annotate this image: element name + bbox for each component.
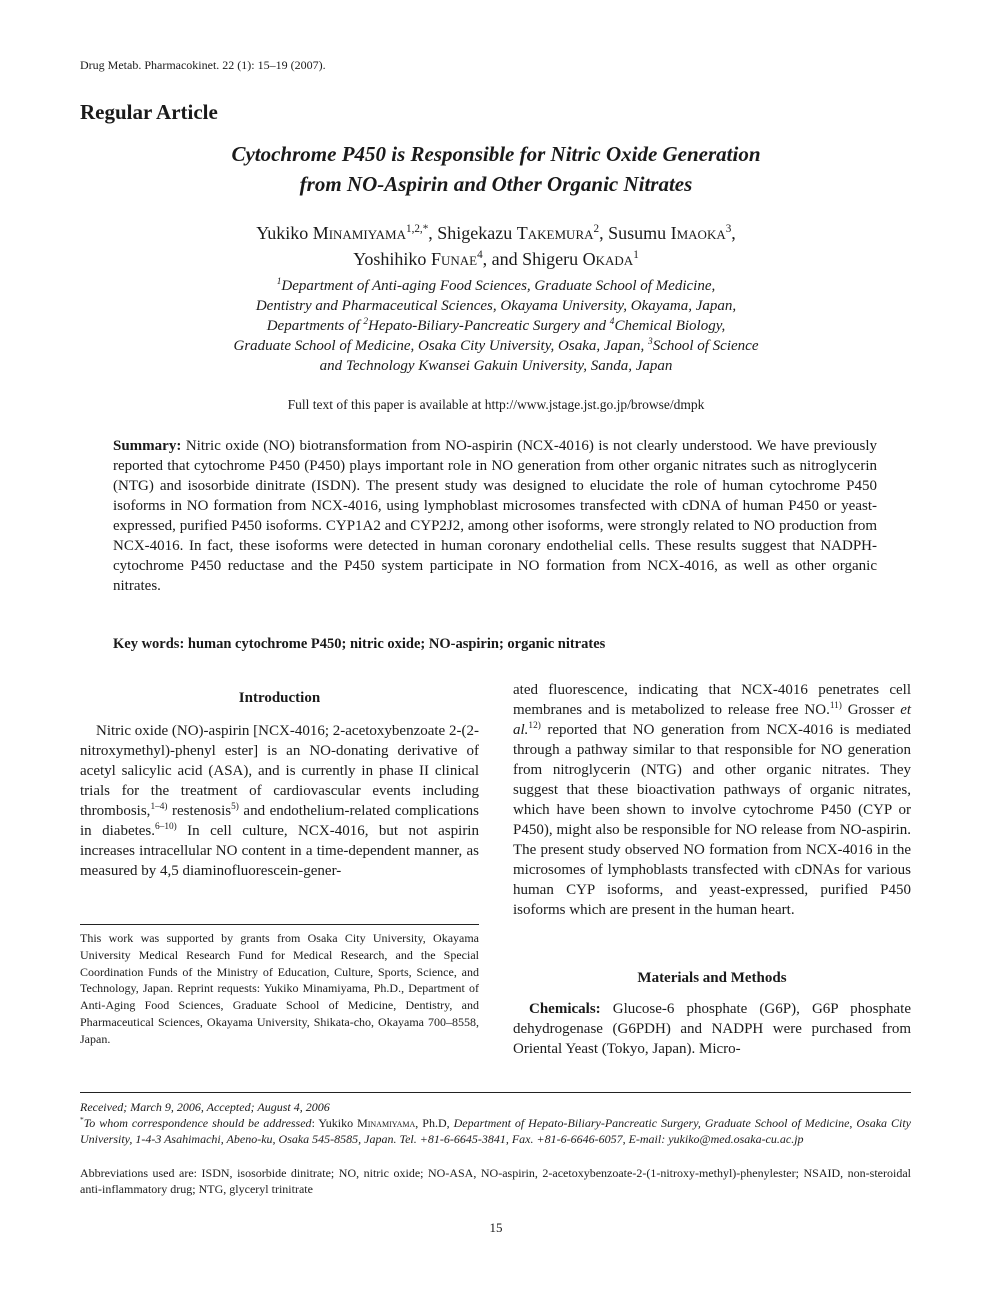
footnote-divider (80, 924, 479, 925)
affiliation-line (100, 316, 892, 336)
citation: 6–10) (155, 822, 177, 832)
et-al: et al. (513, 702, 912, 738)
body-text: In cell culture, NCX-4016, but not aspirin increases intracellular NO content in a time-dependent manner, as measured by 4,5 diaminofluorescein-gener- (80, 823, 479, 879)
author-separator: , and (482, 249, 523, 269)
author-family: Funae (430, 249, 478, 269)
body-text: ated fluorescence, indicating that NCX-4016 penetrates cell membranes and is metabolized to release free NO. (513, 682, 911, 718)
affiliations (100, 276, 892, 376)
affiliation-line: and Technology Kwansei Gakuin University, Sanda, Japan (319, 358, 673, 374)
author-affil-mark: 2 (593, 223, 600, 235)
introduction-continued (513, 680, 911, 920)
citation: 5) (231, 802, 239, 812)
author-line-2 (100, 246, 892, 272)
body-text: reported that NO generation from NCX-4016 is mediated through a pathway similar to that responsible for NO generation from nitroglycerin (NTG) and other organic nitrates. They suggest that these bioactivation pathways of organic nitrates, which have been shown to involve cytochrome P450 (CYP or P450), might also be responsible for NO release from NO-aspirin. The present study observed NO formation from NCX-4016 in the microsomes of lymphoblasts transfected with cDNAs for various human CYP isoforms, and yeast-expressed, purified P450 isoforms which are present in the human heart. (513, 722, 911, 918)
corr-text: : Yukiko (311, 1116, 358, 1130)
author-separator: , (599, 223, 609, 243)
author-affil-mark: 4 (477, 249, 483, 261)
summary-text: Nitric oxide (NO) biotransformation from NO-aspirin (NCX-4016) is not clearly understood. We have previously reported that cytochrome P450 (P450) plays important role in NO generation from other organic nitrates such as nitroglycerin (NTG) and isosorbide dinitrate (ISDN). The present study was designed to elucidate the role of human cytochrome P450 isoforms in NO formation from NCX-4016, using lymphoblast microsomes transfected with cDNA of human P450 or yeast-expressed, purified P450 isoforms. CYP1A2 and CYP2J2, among other isoforms, were strongly related to NO production from NCX-4016. In fact, these isoforms were detected in human coronary endothelial cells. These results suggest that NADPH-cytochrome P450 reductase and the P450 system participate in NO formation from NCX-4016, as well as other organic nitrates. (113, 438, 878, 594)
body-text: Nitric oxide (NO)-aspirin [NCX-4016; 2-acetoxybenzoate 2-(2-nitroxymethyl)-phenyl ester] is an NO-donating derivative of acetyl salicylic acid (ASA), and is currently in phase II clinical trials for the treatment of cardiovascular events including thrombosis, (80, 723, 479, 819)
affil-text: Graduate School of Medicine, Osaka City University, Osaka, Japan, (233, 338, 649, 354)
corr-family: Minamiyama (357, 1116, 416, 1130)
summary-abstract (113, 436, 877, 596)
footer-divider (80, 1092, 911, 1093)
author-line-1 (100, 220, 892, 246)
author-given: Shigekazu (437, 223, 513, 243)
journal-reference: Drug Metab. Pharmacokinet. 22 (1): 15–19 (2007). (80, 58, 326, 72)
author-separator: , (428, 223, 438, 243)
author-given: Susumu (608, 223, 667, 243)
correspondence (80, 1115, 911, 1148)
author-family: Okada (582, 249, 634, 269)
affil-mark: 4 (609, 317, 615, 327)
full-text-availability: Full text of this paper is available at http://www.jstage.jst.go.jp/browse/dmpk (287, 397, 705, 412)
chemicals-paragraph (513, 999, 911, 1059)
body-text: restenosis (167, 803, 232, 819)
corr-address: Department of Hepato-Biliary-Pancreatic Surgery, Graduate School of Medicine, Osaka City University, 1-4-3 Asahimachi, Abeno-ku, Osaka 545-8585, Japan. Tel. +81-6-6645-3841, Fax. +81-6-6646-6057, E-mail: yukiko@med.osaka-cu.ac.jp (80, 1116, 911, 1147)
affiliation-line: Dentistry and Pharmaceutical Sciences, Okayama University, Okayama, Japan, (255, 298, 737, 314)
author-family: Minamiyama (312, 223, 406, 243)
body-text: and endothelium-related complications in diabetes. (80, 803, 479, 839)
affiliation-line (100, 276, 892, 296)
author-given: Yukiko (256, 223, 309, 243)
affil-text: Chemical Biology, (614, 318, 726, 334)
introduction-heading: Introduction (238, 690, 321, 706)
keywords: Key words: human cytochrome P450; nitric oxide; NO-aspirin; organic nitrates (113, 636, 606, 652)
author-given: Yoshihiko (353, 249, 427, 269)
author-family: Takemura (516, 223, 594, 243)
affil-mark: 2 (363, 317, 369, 327)
abbreviations: Abbreviations used are: ISDN, isosorbide dinitrate; NO, nitric oxide; NO-ASA, NO-aspirin, 2-acetoxybenzoate-2-(1-nitroxy-methyl)-phenylester; NSAID, non-steroidal anti-inflammatory drug; NTG, glyceryl trinitrate (80, 1166, 911, 1197)
body-text: Grosser (841, 702, 901, 718)
corresponding-mark: * (422, 223, 429, 235)
author-family: Imaoka (670, 223, 726, 243)
affil-mark: 3 (648, 337, 653, 347)
methods-heading: Materials and Methods (637, 970, 787, 986)
citation: 11) (829, 701, 842, 711)
author-separator: , (731, 223, 736, 243)
introduction-paragraph (80, 721, 479, 881)
author-affil-mark: 3 (725, 223, 732, 235)
article-title-line1: Cytochrome P450 is Responsible for Nitric Oxide Generation (231, 142, 761, 166)
article-type: Regular Article (80, 100, 218, 124)
body-text: Glucose-6 phosphate (G6P), G6P phosphate dehydrogenase (G6PDH) and NADPH were purchased from Oriental Yeast (Tokyo, Japan). Micro- (513, 1001, 911, 1057)
affiliation-line (100, 336, 892, 356)
author-affil-mark: 1,2, (405, 223, 423, 235)
received-dates: Received; March 9, 2006, Accepted; August 4, 2006 (80, 1100, 330, 1114)
citation: 12) (528, 721, 541, 731)
affil-text: School of Science (652, 338, 759, 354)
corresponding-mark: * (80, 1115, 84, 1124)
affil-mark: 1 (276, 277, 282, 287)
author-given: Shigeru (522, 249, 579, 269)
chemicals-label: Chemicals: (529, 1001, 601, 1017)
page-number: 15 (489, 1220, 503, 1235)
affil-text: Departments of (266, 318, 364, 334)
corr-label: To whom correspondence should be addressed (83, 1116, 312, 1130)
affil-text: Department of Anti-aging Food Sciences, Graduate School of Medicine, (281, 278, 716, 294)
summary-label: Summary: (113, 438, 182, 454)
article-title-line2: from NO-Aspirin and Other Organic Nitrates (299, 172, 693, 196)
corr-text: , Ph.D, (415, 1116, 454, 1130)
affil-text: Hepato-Biliary-Pancreatic Surgery and (368, 318, 610, 334)
author-affil-mark: 1 (633, 249, 639, 261)
funding-footnote: This work was supported by grants from Osaka City University, Okayama University Medical Research Fund for Medical Research, and the Special Coordination Funds of the Ministry of Education, Culture, Sports, Science, and Technology, Japan. Reprint requests: Yukiko Minamiyama, Ph.D., Department of Anti-Aging Food Sciences, Graduate School of Medicine, Dentistry, and Pharmaceutical Sciences, Okayama University, Shikata-cho, Okayama 700–8558, Japan. (80, 931, 479, 1046)
citation: 1–4) (150, 802, 168, 812)
